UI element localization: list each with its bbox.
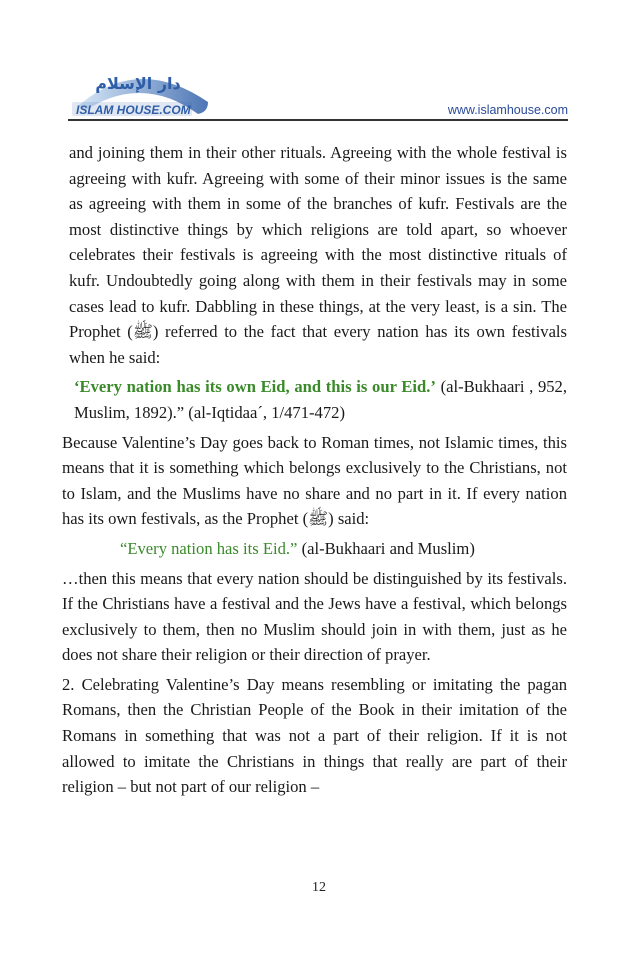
logo-latin-text: ISLAM HOUSE.COM [76, 103, 191, 117]
hadith-quote-1 [74, 374, 567, 425]
hadith-quote-1-text: ‘Every nation has its own Eid, and this is our Eid.’ [74, 377, 436, 397]
hadith-quote-1-reference: (al-Bukhaari , 952, Muslim, 1892).” (al-Iqtidaa´, 1/471-472) [74, 377, 567, 422]
paragraph-3: …then this means that every nation should be distinguished by its festivals. If the Christians have a festival and the Jews have a festival, which belongs exclusively to them, then no Muslim should join in with them, just as he does not share their religion or their direction of prayer. [62, 568, 567, 665]
paragraph-2: Because Valentine’s Day goes back to Roman times, not Islamic times, this means that it is something which belongs exclusively to the Christians, not to Islam, and the Muslims have no share and no part in it. If every nation has its own festivals, as the Prophet (ﷺ) said: [62, 432, 567, 529]
islamhouse-logo [68, 62, 218, 120]
header-rule [68, 119, 568, 121]
site-url: www.islamhouse.com [447, 103, 568, 117]
page-header [68, 62, 568, 122]
paragraph-1: and joining them in their other rituals. Agreeing with the whole festival is agreeing with kufr. Agreeing with some of their minor issues is the same as agreeing with them in some of the branches of kufr. Festivals are the most distinctive things by which religions are told apart, so whoever celebrates their festivals is agreeing with the most distinctive rituals of kufr. Undoubtedly going along with them in their festivals may in some cases lead to kufr. Dabbling in these things, at the very least, is a sin. The Prophet (ﷺ) referred to the fact that every nation has its own festivals when he said: [69, 143, 567, 367]
page-number: 12 [312, 880, 326, 895]
hadith-quote-2 [120, 536, 567, 562]
hadith-quote-2-reference: (al-Bukhaari and Muslim) [297, 538, 475, 558]
logo-arabic-text: دار الإسلام [95, 74, 181, 93]
page-content [62, 140, 567, 800]
hadith-quote-2-text: “Every nation has its Eid.” [120, 538, 298, 558]
paragraph-4: 2. Celebrating Valentine’s Day means resembling or imitating the pagan Romans, then the Christian People of the Book in their imitation of the Romans in something that was not a part of their religion. If it is not allowed to imitate the Christians in things that really are part of their religion – but not part of our religion – [62, 674, 567, 797]
